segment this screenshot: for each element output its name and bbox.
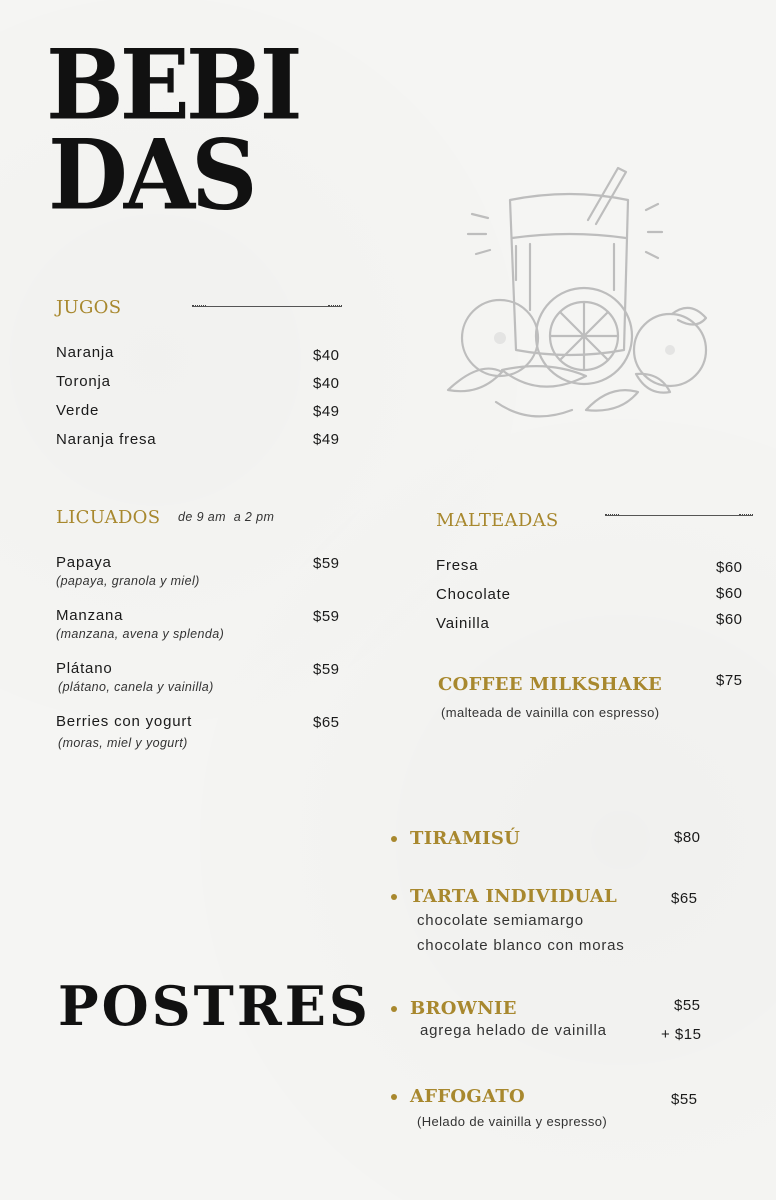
juice-with-oranges-illustration: [440, 160, 730, 430]
postre-item-price: $55: [674, 997, 701, 1014]
jugos-divider: [192, 306, 342, 307]
postre-item-price: $65: [671, 890, 698, 907]
jugos-item-price: $40: [313, 375, 340, 392]
licuados-item-name: Manzana: [56, 607, 124, 624]
coffee-milkshake-title: COFFEE MILKSHAKE: [438, 674, 663, 695]
bullet-icon: [391, 894, 397, 900]
licuados-item-price: $59: [313, 608, 340, 625]
coffee-milkshake-note: (malteada de vainilla con espresso): [441, 705, 660, 720]
bullet-icon: [391, 1094, 397, 1100]
jugos-item-name: Naranja: [56, 344, 115, 361]
postres-title: POSTRES: [58, 974, 371, 1038]
bullet-icon: [391, 1006, 397, 1012]
postre-item-name: AFFOGATO: [410, 1086, 526, 1107]
jugos-item-name: Naranja fresa: [56, 431, 157, 448]
licuados-heading: LICUADOS: [56, 507, 161, 528]
bebidas-title-line2: DAS: [48, 118, 254, 232]
malteadas-item-price: $60: [716, 585, 743, 602]
postre-item-price: $55: [671, 1091, 698, 1108]
licuados-item-price: $59: [313, 555, 340, 572]
jugos-item-price: $49: [313, 403, 340, 420]
licuados-item-note: (plátano, canela y vainilla): [58, 680, 214, 694]
jugos-heading: JUGOS: [56, 297, 122, 318]
postre-item-name: TIRAMISÚ: [410, 828, 521, 849]
postre-item-sub: chocolate semiamargo: [417, 912, 584, 929]
jugos-item-price: $40: [313, 347, 340, 364]
malteadas-item-name: Chocolate: [436, 586, 511, 603]
malteadas-divider: [605, 515, 753, 516]
malteadas-item-price: $60: [716, 559, 743, 576]
licuados-schedule: de 9 am a 2 pm: [178, 510, 275, 524]
licuados-item-name: Plátano: [56, 660, 113, 677]
jugos-item-name: Toronja: [56, 373, 111, 390]
jugos-item-name: Verde: [56, 402, 100, 419]
postre-item-price: $80: [674, 829, 701, 846]
postre-item-name: BROWNIE: [410, 998, 517, 1019]
postre-item-name: TARTA INDIVIDUAL: [410, 886, 618, 907]
coffee-milkshake-price: $75: [716, 672, 743, 689]
jugos-item-price: $49: [313, 431, 340, 448]
licuados-item-price: $65: [313, 714, 340, 731]
malteadas-item-price: $60: [716, 611, 743, 628]
licuados-item-note: (moras, miel y yogurt): [58, 736, 188, 750]
bullet-icon: [391, 836, 397, 842]
postre-item-note: (Helado de vainilla y espresso): [417, 1114, 608, 1129]
licuados-item-name: Berries con yogurt: [56, 713, 193, 730]
licuados-item-name: Papaya: [56, 554, 112, 571]
licuados-item-note: (papaya, granola y miel): [56, 574, 200, 588]
postre-item-sub: agrega helado de vainilla: [420, 1022, 607, 1039]
licuados-item-note: (manzana, avena y splenda): [56, 627, 225, 641]
bebidas-title-line1: BEBI: [46, 28, 299, 142]
malteadas-heading: MALTEADAS: [436, 510, 559, 531]
malteadas-item-name: Vainilla: [436, 615, 490, 632]
postre-item-extra-price: + $15: [661, 1026, 702, 1043]
malteadas-item-name: Fresa: [436, 557, 479, 574]
postre-item-sub: chocolate blanco con moras: [417, 937, 625, 954]
licuados-item-price: $59: [313, 661, 340, 678]
